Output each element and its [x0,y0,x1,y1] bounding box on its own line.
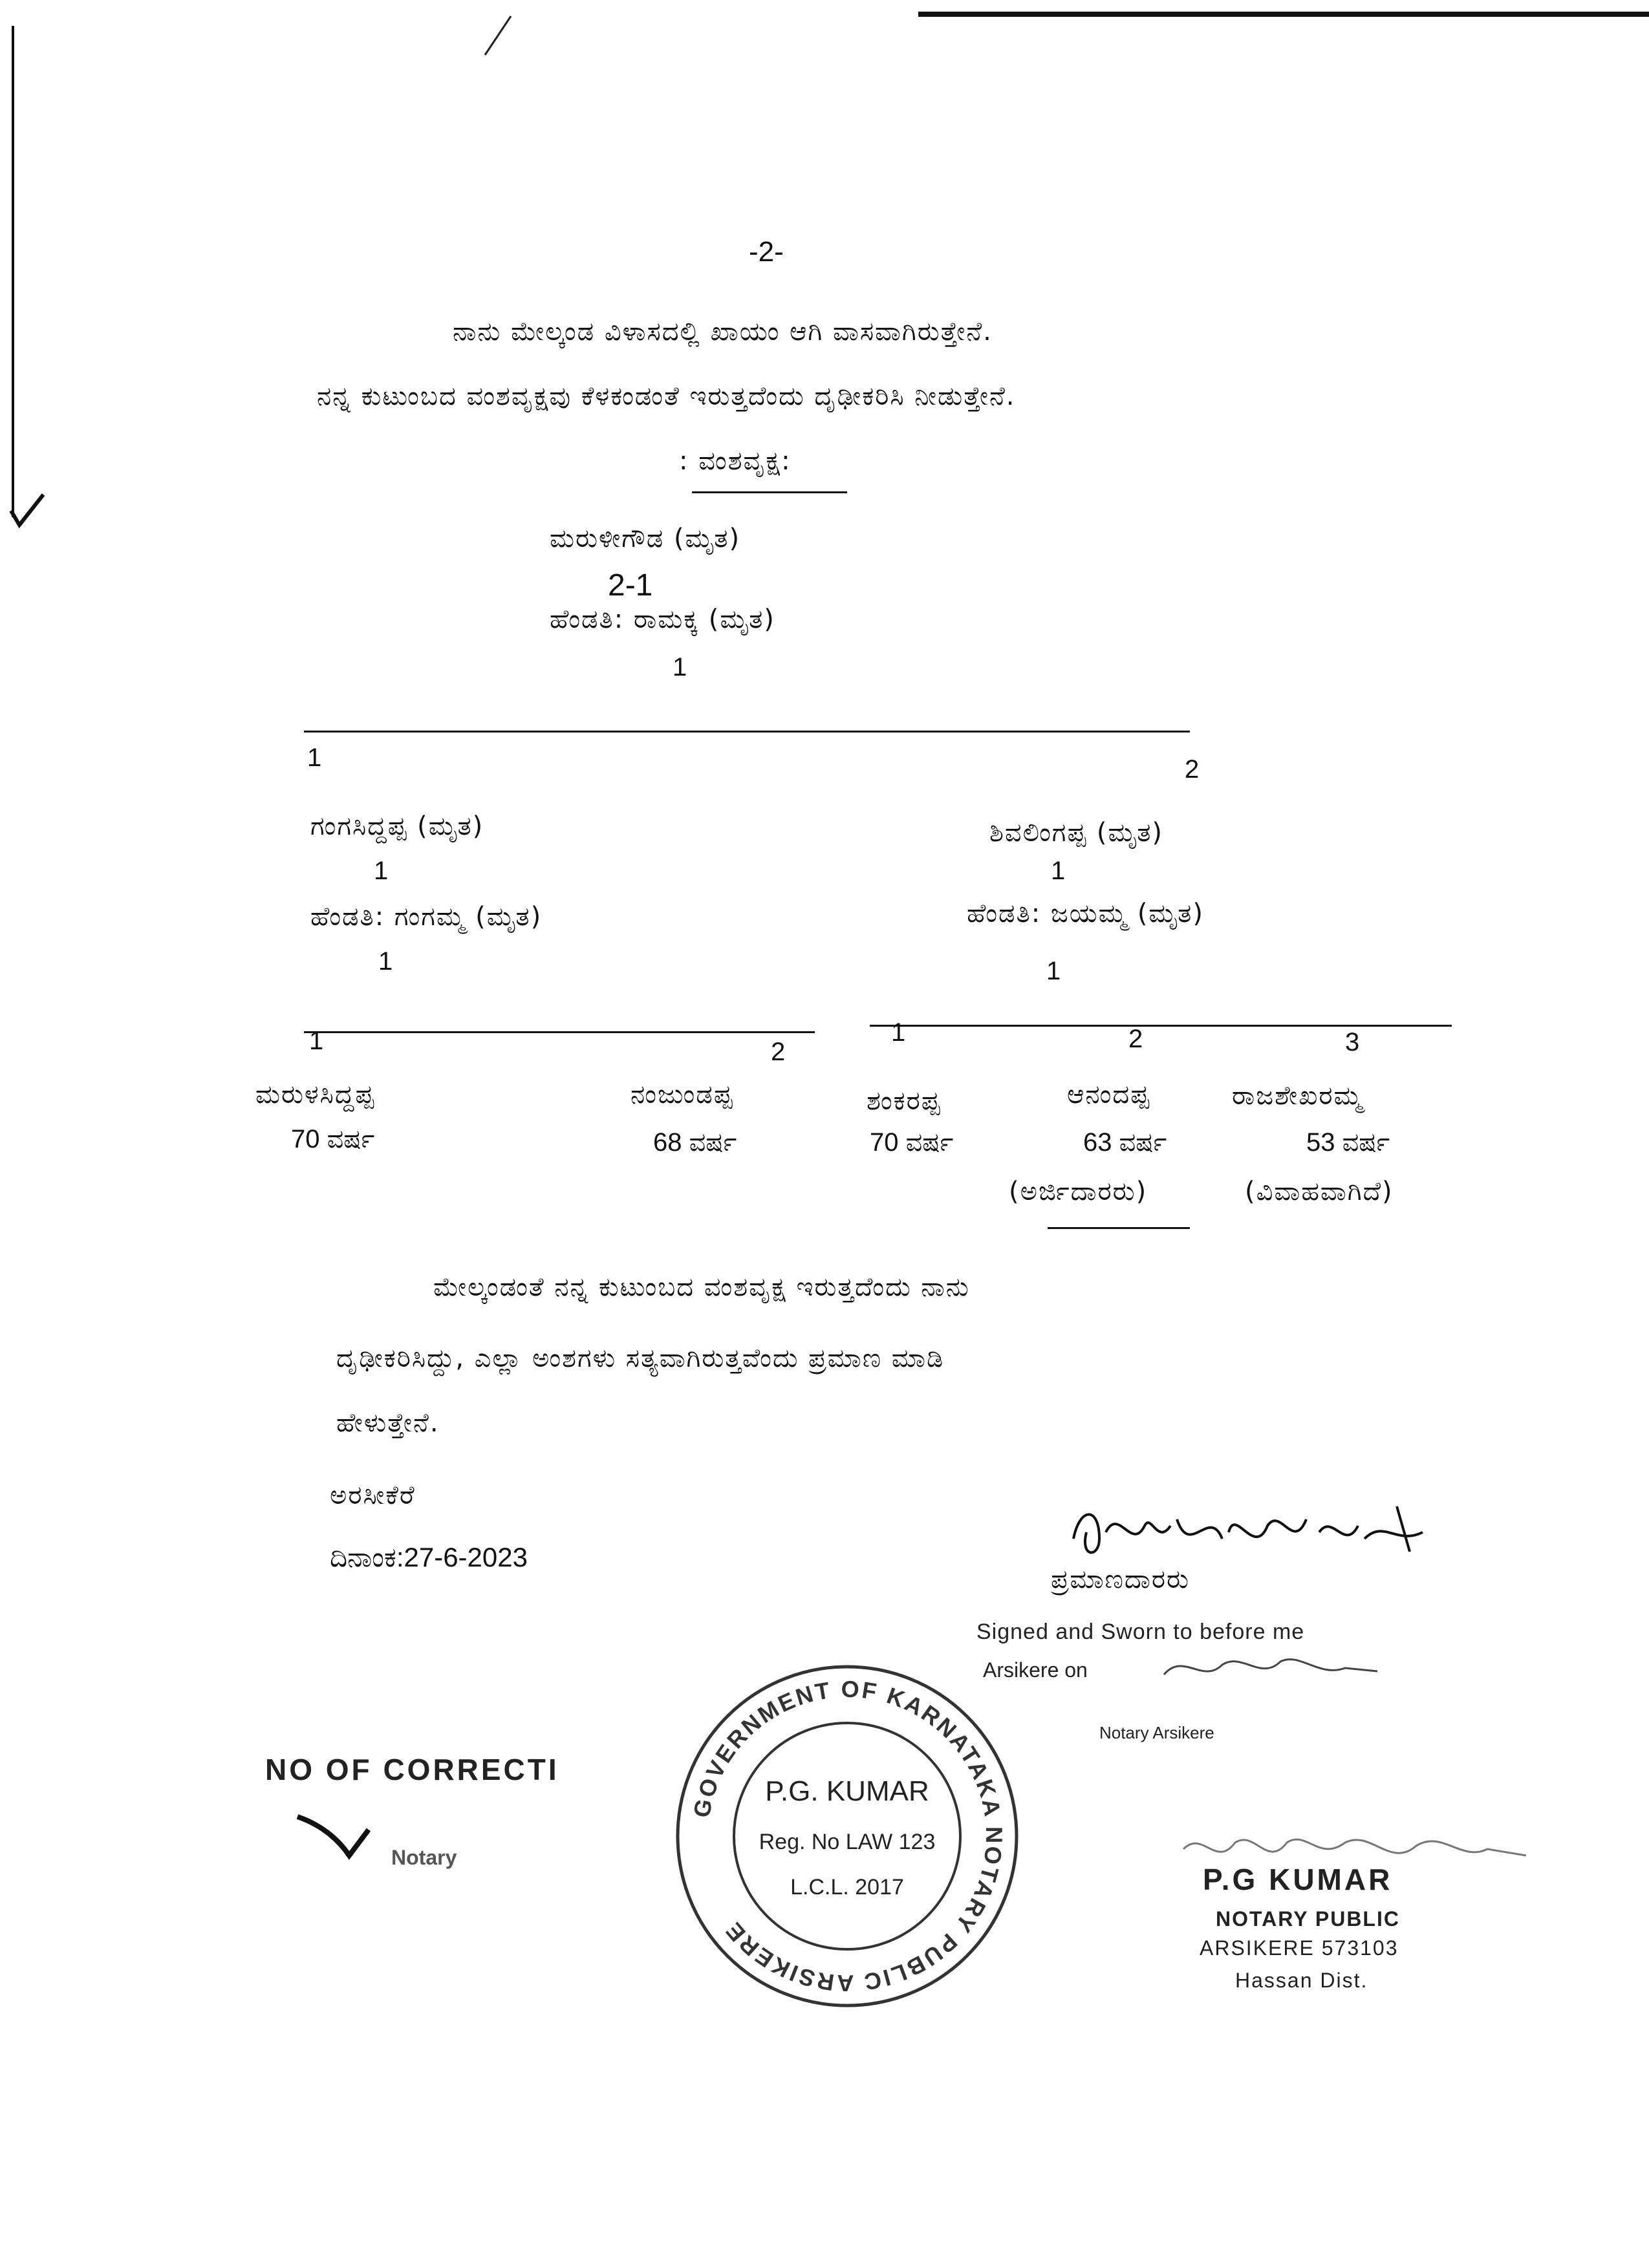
tree-heading-underline [692,491,847,493]
sworn-line-3: Notary Arsikere [1099,1723,1214,1742]
seal-reg: Reg. No LAW 123 [759,1830,936,1854]
gen2-child-5-name: ರಾಜಶೇಖರಮ್ಮ [1232,1081,1363,1111]
corrections-check [291,1804,394,1868]
gen2-child-2-name: ನಂಜುಂಡಪ್ಪ [630,1080,734,1109]
gen2-child-1-index: 1 [309,1027,324,1055]
gen2-right-connector-line [870,1025,1452,1027]
applicant-underline [1048,1227,1190,1229]
gen1-right-wife: ಹೆಂಡತಿ: ಜಯಮ್ಮ (ಮೃತ) [967,899,1204,928]
page-number: -2- [749,236,784,268]
notary-block-place: ARSIKERE 573103 [1200,1936,1399,1960]
gen1-left-link2: 1 [378,947,393,976]
closing-line-3: ಹೇಳುತ್ತೇನೆ. [336,1408,440,1438]
gen2-child-5-note: (ವಿವಾಹವಾಗಿದೆ) [1245,1177,1394,1206]
gen1-right-name: ಶಿವಲಿಂಗಪ್ಪ (ಮೃತ) [989,818,1164,848]
gen1-left-index: 1 [307,744,322,772]
intro-line-1: ನಾನು ಮೇಲ್ಕಂಡ ವಿಳಾಸದಲ್ಲಿ ಖಾಯಂ ಆಗಿ ವಾಸವಾಗಿರುತ್ತೇನೆ. [453,317,993,347]
sworn-date-scribble [1158,1649,1390,1687]
deponent-label: ಪ್ರಮಾಣದಾರರು [1051,1565,1190,1594]
gen2-child-3-index: 1 [891,1018,906,1047]
place: ಅರಸೀಕೆರೆ [330,1481,416,1510]
gen1-left-name: ಗಂಗಸಿದ್ದಪ್ಪ (ಮೃತ) [310,811,484,841]
sworn-line-1: Signed and Sworn to before me [976,1620,1305,1644]
date: ದಿನಾಂಕ:27-6-2023 [330,1542,528,1572]
intro-line-2: ನನ್ನ ಕುಟುಂಬದ ವಂಶವೃಕ್ಷವು ಕೆಳಕಂಡಂತೆ ಇರುತ್ತದೆಂದು ದೃಢೀಕರಿಸಿ ನೀಡುತ್ತೇನೆ. [317,381,1016,411]
gen2-child-5-age: 53 ವರ್ಷ [1306,1128,1390,1157]
gen1-connector-line [304,731,1190,733]
tree-heading: : ವಂಶವೃಕ್ಷ: [679,446,792,476]
gen1-right-link1: 1 [1051,857,1066,885]
root-mark: 2-1 [608,568,653,603]
root-name: ಮರುಳೀಗೌಡ (ಮೃತ) [550,524,741,553]
gen2-child-5-index: 3 [1345,1028,1360,1056]
gen2-child-4-note: (ಅರ್ಜಿದಾರರು) [1009,1177,1148,1206]
corrections-signature-label: Notary [391,1846,457,1869]
top-scratch-mark [479,13,517,58]
closing-line-1: ಮೇಲ್ಕಂಡಂತೆ ನನ್ನ ಕುಟುಂಬದ ವಂಶವೃಕ್ಷ ಇರುತ್ತದೆಂದು ನಾನು [433,1272,970,1302]
gen2-child-1-age: 70 ವರ್ಷ [291,1125,375,1153]
notary-block-title: NOTARY PUBLIC [1216,1907,1400,1931]
gen1-left-link1: 1 [374,857,389,885]
gen1-right-link2: 1 [1046,957,1061,985]
gen2-child-2-age: 68 ವರ್ಷ [653,1128,737,1157]
seal-lcl: L.C.L. 2017 [790,1875,904,1899]
gen2-left-connector-line [304,1031,815,1033]
gen2-child-4-name: ಆನಂದಪ್ಪ [1067,1080,1150,1109]
seal-ring-text: GOVERNMENT OF KARNATAKA NOTARY PUBLIC ARSIKERE [687,1675,1008,1997]
gen1-left-wife: ಹೆಂಡತಿ: ಗಂಗಮ್ಮ (ಮೃತ) [310,902,543,932]
notary-block-name: P.G KUMAR [1203,1863,1393,1896]
gen2-child-1-name: ಮರುಳಸಿದ್ದಪ್ಪ [255,1080,376,1109]
gen2-child-4-index: 2 [1128,1025,1143,1053]
root-link: 1 [673,653,687,681]
root-wife: ಹೆಂಡತಿ: ರಾಮಕ್ಕ (ಮೃತ) [550,604,775,634]
top-edge-bar [918,12,1649,17]
gen1-right-index: 2 [1185,755,1200,784]
closing-line-2: ದೃಢೀಕರಿಸಿದ್ದು, ಎಲ್ಲಾ ಅಂಶಗಳು ಸತ್ಯವಾಗಿರುತ್ತವೆಂದು ಪ್ರಮಾಣ ಮಾಡಿ [336,1343,945,1373]
left-check-mark [8,491,47,530]
sworn-line-2: Arsikere on [983,1658,1088,1682]
gen2-child-3-age: 70 ವರ್ಷ [870,1128,954,1157]
notary-seal [673,1655,1022,2017]
seal-name: P.G. KUMAR [765,1775,929,1807]
notary-block-district: Hassan Dist. [1235,1969,1368,1992]
gen2-child-2-index: 2 [771,1038,786,1066]
gen2-child-3-name: ಶಂಕರಪ್ಪ [867,1086,942,1116]
corrections-label: NO OF CORRECTI [265,1753,559,1786]
gen2-child-4-age: 63 ವರ್ಷ [1083,1128,1167,1157]
left-edge-line [12,26,14,517]
